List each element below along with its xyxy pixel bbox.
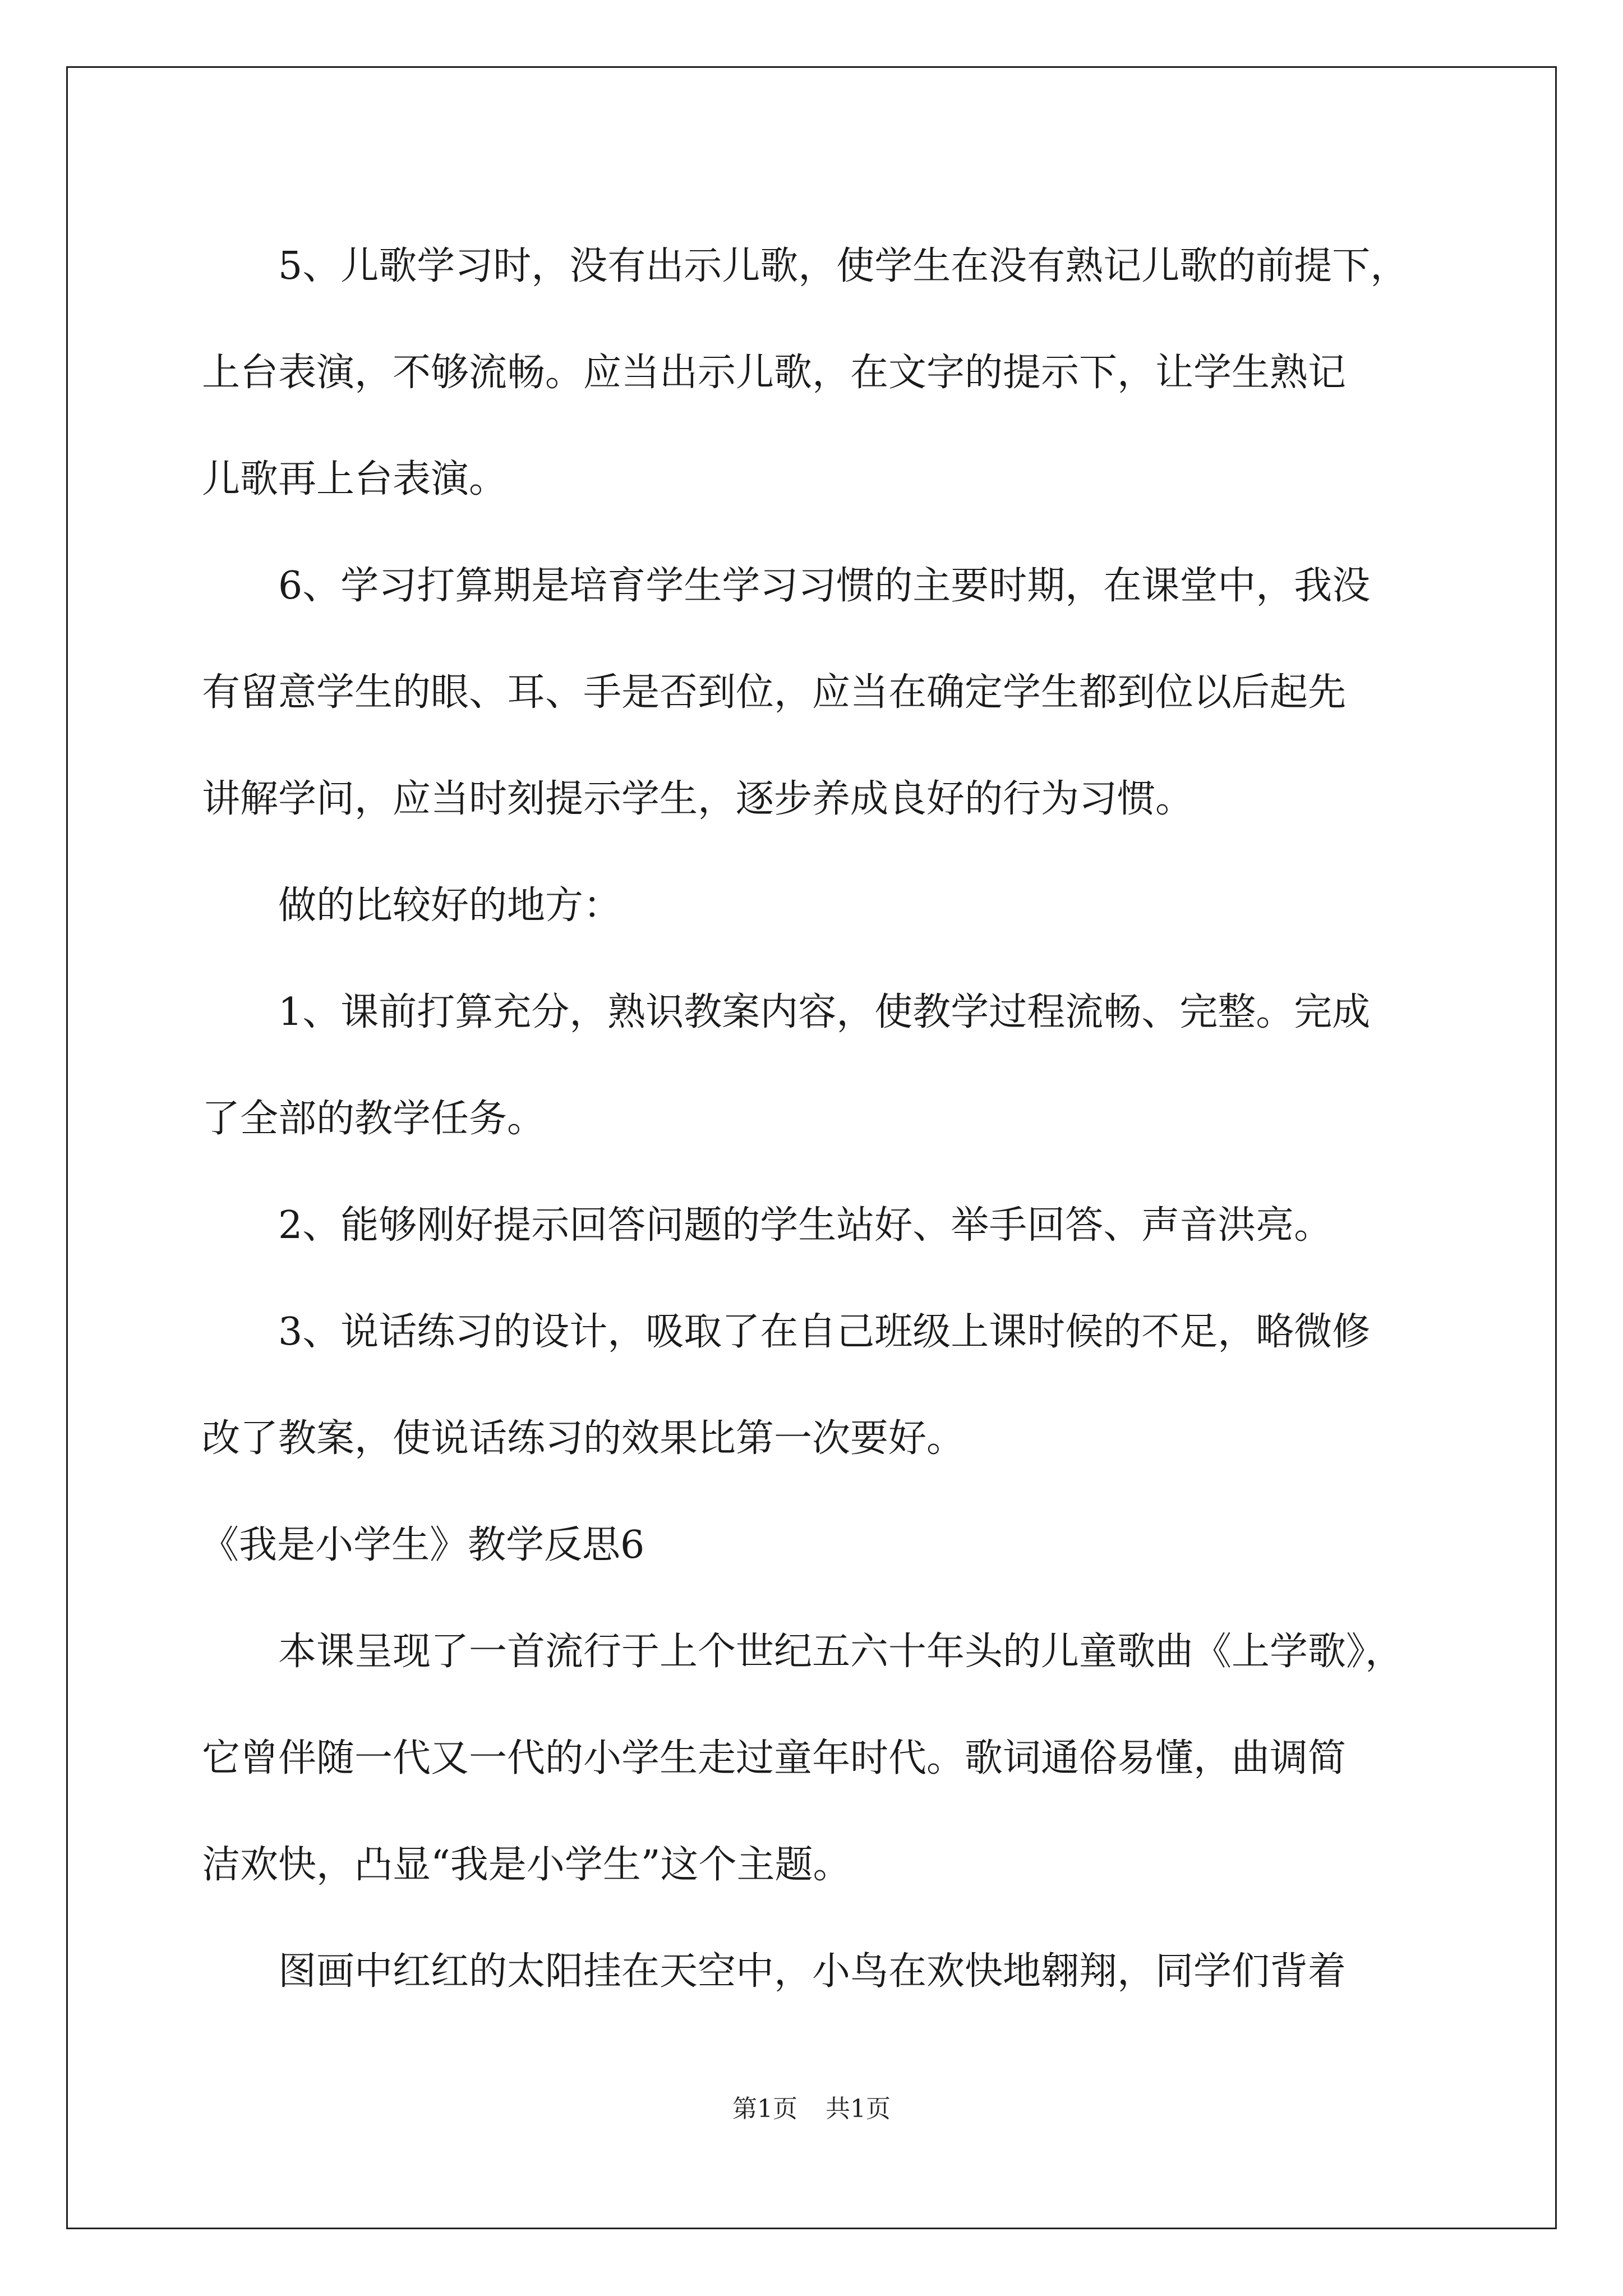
section-title: 《我是小学生》教学反思6 <box>201 1523 645 1567</box>
paragraph-item-6 <box>202 533 1436 853</box>
text-line: 5、儿歌学习时，没有出示儿歌，使学生在没有熟记儿歌的前提下， <box>278 244 1409 288</box>
text-line: 本课呈现了一首流行于上个世纪五六十年头的儿童歌曲《上学歌》， <box>278 1630 1404 1674</box>
text-line: 图画中红红的太阳挂在天空中，小鸟在欢快地翱翔，同学们背着 <box>278 1949 1347 1994</box>
text-line: 它曾伴随一代又一代的小学生走过童年时代。歌词通俗易懂，曲调简 <box>202 1736 1347 1780</box>
text-line: 有留意学生的眼、耳、手是否到位，应当在确定学生都到位以后起先 <box>202 670 1347 715</box>
text-line: 3、说话练习的设计，吸取了在自己班级上课时候的不足，略微修 <box>278 1310 1371 1354</box>
text-line: 洁欢快，凸显“我是小学生”这个主题。 <box>202 1843 851 1887</box>
paragraph-picture-description <box>202 1918 1436 2025</box>
paragraph-good-point-2 <box>202 1172 1436 1279</box>
text-line: 改了教案，使说话练习的效果比第一次要好。 <box>202 1416 965 1461</box>
text-line: 2、能够刚好提示回答问题的学生站好、举手回答、声音洪亮。 <box>278 1203 1332 1248</box>
paragraph-item-5 <box>202 213 1436 533</box>
page-number: 第1页 <box>732 2095 797 2123</box>
paragraph-good-points-intro <box>202 853 1436 959</box>
paragraph-good-point-1 <box>202 959 1436 1172</box>
document-body <box>202 213 1436 2025</box>
text-line: 做的比较好的地方： <box>278 884 622 928</box>
page-total: 共1页 <box>826 2095 891 2123</box>
section-heading <box>202 1492 1436 1599</box>
text-line: 6、学习打算期是培育学生学习习惯的主要时期，在课堂中，我没 <box>278 564 1371 608</box>
paragraph-good-point-3 <box>202 1279 1436 1492</box>
text-line: 讲解学问，应当时刻提示学生，逐步养成良好的行为习惯。 <box>202 777 1194 821</box>
text-line: 了全部的教学任务。 <box>202 1097 546 1141</box>
page-footer <box>0 2092 1623 2126</box>
text-line: 上台表演，不够流畅。应当出示儿歌，在文字的提示下，让学生熟记 <box>202 351 1347 395</box>
text-line: 儿歌再上台表演。 <box>202 457 508 501</box>
paragraph-song-intro <box>202 1599 1436 1918</box>
text-line: 1、课前打算充分，熟识教案内容，使教学过程流畅、完整。完成 <box>278 990 1371 1034</box>
